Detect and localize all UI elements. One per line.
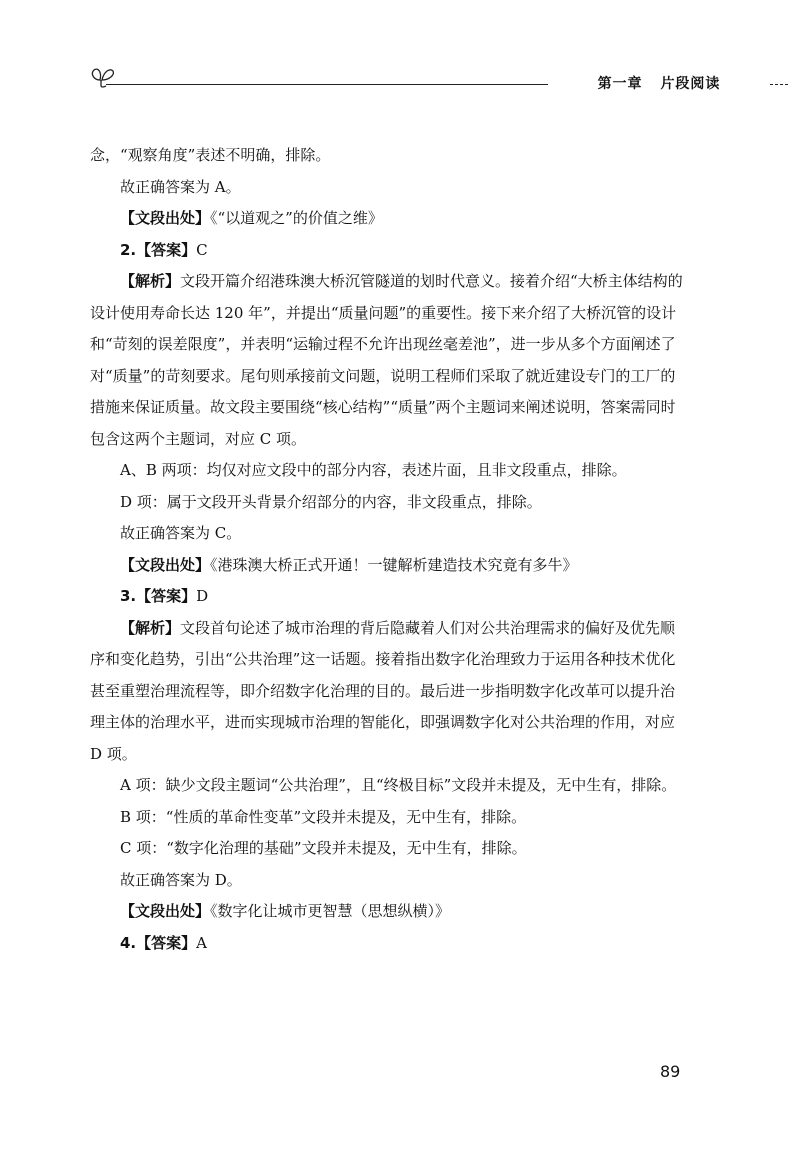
chapter-label: 第一章	[597, 76, 643, 92]
analysis-label: 【解析】	[120, 272, 181, 290]
running-head	[548, 73, 770, 93]
source-label: 【文段出处】	[120, 555, 211, 574]
paragraph: 念，“观察角度”表述不明确，排除。	[90, 146, 331, 164]
analysis-paragraph: 【解析】文段开篇介绍港珠澳大桥沉管隧道的划时代意义。接着介绍“大桥主体结构的设计使用寿命长达 120 年”，并提出“质量问题”的重要性。接下来介绍了大桥沉管的设计和“苛刻的误差限度”，并表明“运输过程不允许出现丝毫差池”，进一步从多个方面阐述了对“质量”的苛刻要求。尾句则承接前文问题，说明工程师们采取了就近建设专门的工厂的措施来保证质量。故文段主要围绕“核心结构”“质量”两个主题词来阐述说明，答案需同时包含这两个主题词，对应 C 项。	[90, 272, 683, 448]
header-rule-left	[106, 84, 616, 85]
paragraph: B 项：“性质的革命性变革”文段并未提及，无中生有，排除。	[120, 807, 527, 826]
source-line: 【文段出处】《港珠澳大桥正式开通！一键解析建造技术究竟有多牛》	[120, 555, 578, 574]
page-body	[90, 140, 686, 959]
answer-label: 4.【答案】	[120, 933, 197, 952]
answer-line: 4.【答案】A	[120, 933, 207, 952]
paragraph: A 项：缺少文段主题词“公共治理”，且“终极目标”文段并未提及，无中生有，排除。	[120, 776, 677, 794]
source-line: 【文段出处】《数字化让城市更智慧（思想纵横）》	[120, 902, 451, 920]
answer-label: 3.【答案】	[120, 587, 197, 605]
paragraph: C 项：“数字化治理的基础”文段并未提及，无中生有，排除。	[120, 839, 527, 857]
page-number: 89	[660, 1062, 681, 1081]
paragraph: 故正确答案为 C。	[120, 524, 242, 542]
page-header	[88, 62, 788, 102]
section-label: 片段阅读	[660, 76, 721, 92]
answer-label: 2.【答案】	[120, 240, 197, 259]
source-line: 【文段出处】《“以道观之”的价值之维》	[120, 209, 383, 227]
analysis-paragraph: 【解析】文段首句论述了城市治理的背后隐藏着人们对公共治理需求的偏好及优先顺序和变化趋势，引出“公共治理”这一话题。接着指出数字化治理致力于运用各种技术优化甚至重塑治理流程等，即介绍数字化治理的目的。最后进一步指明数字化改革可以提升治理主体的治理水平，进而实现城市治理的智能化，即强调数字化对公共治理的作用，对应 D 项。	[90, 618, 676, 763]
answer-line: 3.【答案】D	[120, 587, 209, 605]
answer-line: 2.【答案】C	[120, 240, 208, 259]
paragraph: 故正确答案为 A。	[120, 177, 241, 196]
paragraph: A、B 两项：均仅对应文段中的部分内容，表述片面，且非文段重点，排除。	[120, 461, 627, 479]
paragraph: 故正确答案为 D。	[120, 870, 242, 889]
source-label: 【文段出处】	[120, 902, 211, 920]
source-label: 【文段出处】	[120, 209, 211, 227]
analysis-label: 【解析】	[120, 618, 181, 637]
paragraph: D 项：属于文段开头背景介绍部分的内容，非文段重点，排除。	[120, 492, 542, 511]
